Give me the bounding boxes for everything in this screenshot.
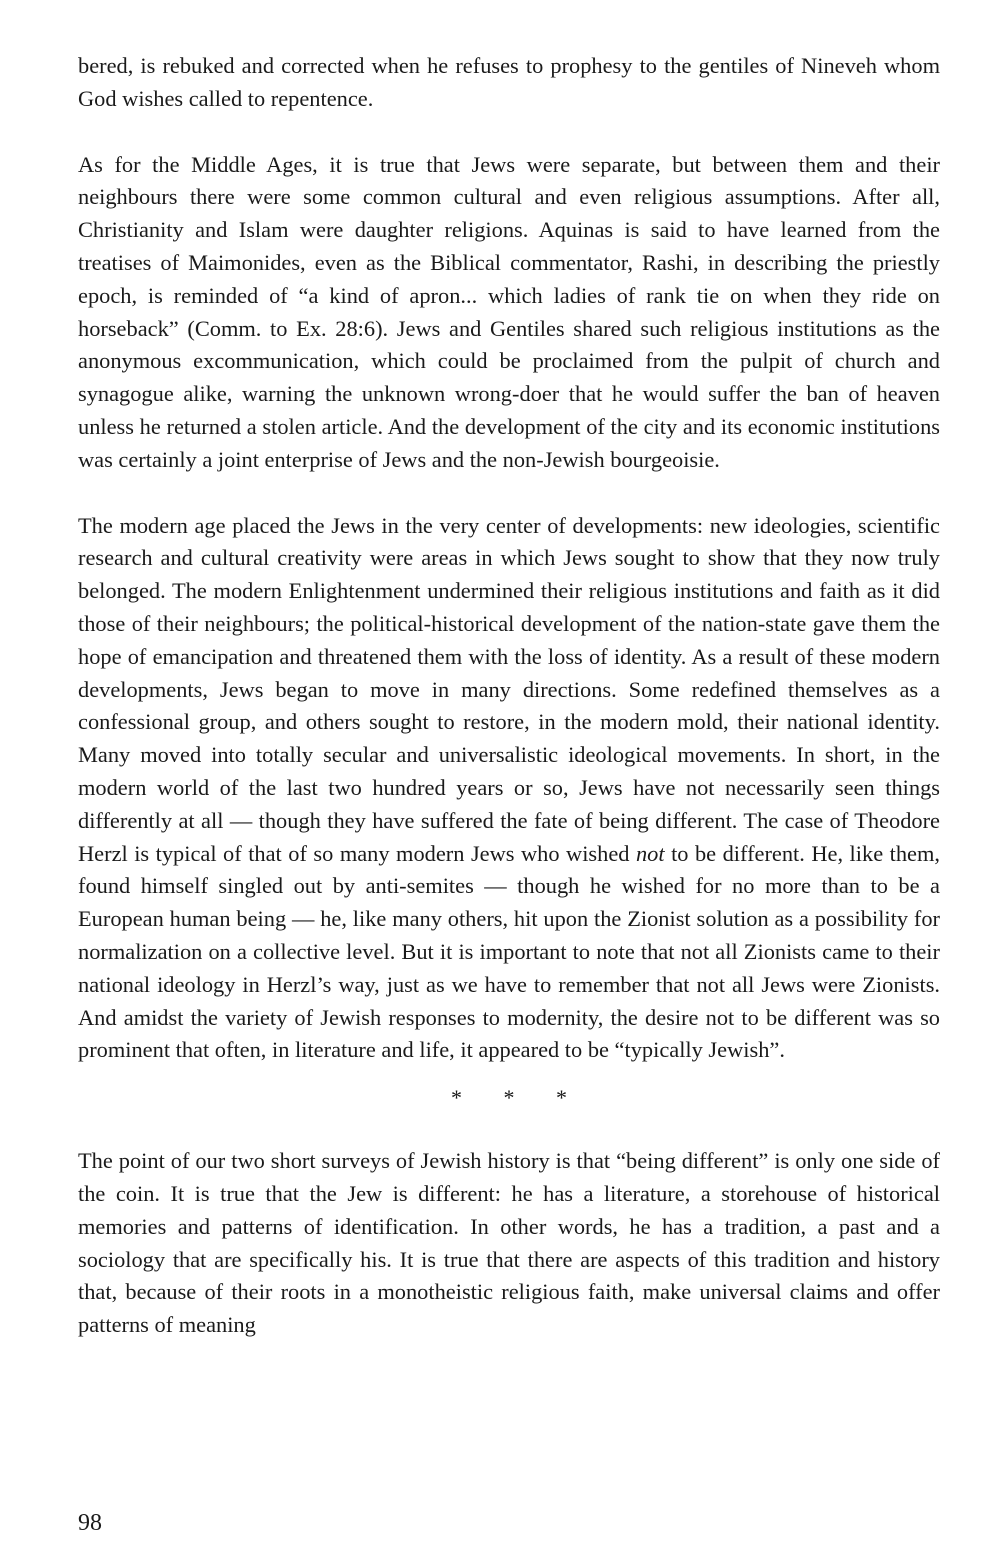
paragraph-jonah-continuation: bered, is rebuked and corrected when he refuses to prophesy to the gentiles of Nineveh whom God wishes called to repentence. bbox=[78, 53, 940, 111]
paragraph-modern-age bbox=[78, 510, 940, 1068]
paragraph-middle-ages: As for the Middle Ages, it is true that Jews were separate, but between them and their neighbours there were some common cultural and even religious assumptions. After all, Christianity and Islam were daughter religions. Aquinas is said to have learned from the treatises of Maimonides, even as the Biblical commentator, Rashi, in describing the priestly epoch, is reminded of “a kind of apron... which ladies of rank tie on when they ride on horseback” (Comm. to Ex. 28:6). Jews and Gentiles shared such religious institutions as the anonymous excommunication, which could be proclaimed from the pulpit of church and synagogue alike, warning the unknown wrong-doer that he would suffer the ban of heaven unless he returned a stolen article. And the development of the city and its economic institutions was certainly a joint enterprise of Jews and the non-Jewish bourgeoisie. bbox=[78, 151, 940, 472]
paragraph-modern-age-text-2: to be different. He, like them, found himself singled out by anti-semites — though he wished for no more than to be a European human being — he, like many others, hit upon the Zionist solution as a possibility for normalization on a collective level. But it is important to note that not all Zionists came to their national ideology in Herzl’s way, just as we have to remember that not all Jews were Zionists. And amidst the variety of Jewish responses to modernity, the desire not to be different was so prominent that often, in literature and life, it appeared to be “typically Jewish”. bbox=[78, 840, 940, 1063]
paragraph-conclusion: The point of our two short surveys of Jewish history is that “being different” is only one side of the coin. It is true that the Jew is different: he has a literature, a storehouse of historical memories and patterns of identification. In other words, he has a tradition, a past and a sociology that are specifically his. It is true that there are aspects of this tradition and history that, because of their roots in a monotheistic religious faith, make universal claims and offer patterns of meaning bbox=[78, 1148, 940, 1338]
section-separator: * * * bbox=[451, 1085, 585, 1111]
italic-not: not bbox=[635, 840, 665, 866]
page-number: 98 bbox=[78, 1510, 102, 1536]
page-body bbox=[78, 50, 940, 1342]
paragraph-modern-age-text-1: The modern age placed the Jews in the very center of developments: new ideologies, scientific research and cultural creativity were areas in which Jews sought to show that they now truly belonged. The modern Enlightenment undermined their religious institutions and faith as it did those of their neighbours; the political-historical development of the nation-state gave them the hope of emancipation and threatened them with the loss of identity. As a result of these modern developments, Jews began to move in many directions. Some redefined themselves as a confessional group, and others sought to restore, in the modern mold, their national identity. Many moved into totally secular and universalistic ideological movements. In short, in the modern world of the last two hundred years or so, Jews have not necessarily seen things differently at all — though they have suffered the fate of being different. The case of Theodore Herzl is typical of that of so many modern Jews who wished bbox=[78, 512, 940, 866]
